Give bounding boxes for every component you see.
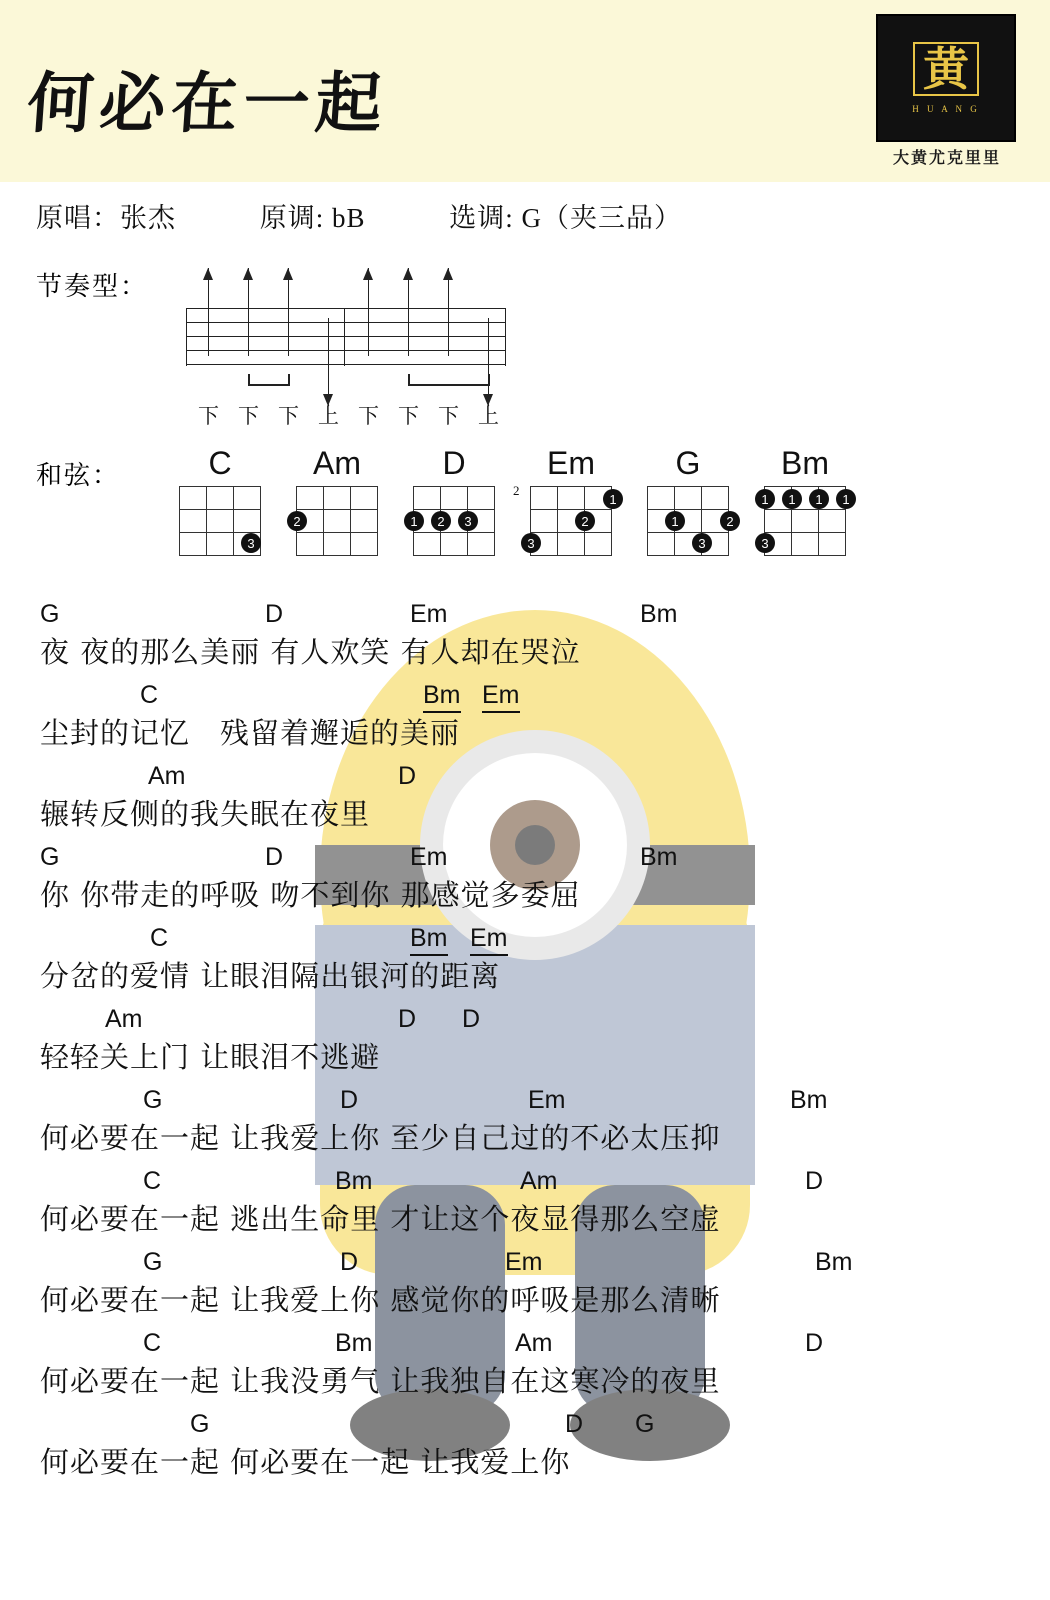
lyric-line (0, 1248, 1050, 1329)
chord-token: Am (515, 1329, 553, 1357)
song-meta (36, 196, 1016, 235)
chord-name: Em (547, 445, 595, 481)
lyric-line (0, 1329, 1050, 1410)
chord-token: Bm (335, 1329, 373, 1357)
chord-token: G (40, 600, 60, 628)
chord-row (0, 1167, 1050, 1199)
chord-token: D (805, 1329, 824, 1357)
lyric-text: 尘封的记忆 残留着邂逅的美丽 (40, 716, 461, 750)
chord-token: Am (148, 762, 186, 790)
chord-token: Em (482, 681, 520, 713)
chord-token: D (340, 1248, 359, 1276)
chord-token: Em (505, 1248, 543, 1276)
chord-name: C (208, 445, 232, 481)
logo-glyph: 黄 (913, 42, 979, 96)
strum-1: 下 (238, 404, 259, 428)
chords-label: 和弦： (36, 461, 121, 490)
chord-row (0, 1410, 1050, 1442)
lyrics-section (0, 600, 1050, 1491)
finger-dot-barre-2: 1 (782, 489, 802, 509)
fretboard-grid (761, 486, 850, 556)
chord-name: D (442, 445, 466, 481)
chord-token: Bm (640, 600, 678, 628)
chord-token: C (143, 1167, 162, 1195)
finger-dot-2: 2 (575, 511, 595, 531)
finger-dot-2: 2 (431, 511, 451, 531)
strum-2: 下 (278, 404, 299, 428)
chord-token: G (143, 1086, 163, 1114)
chord-token: Am (105, 1005, 143, 1033)
chord-row (0, 1086, 1050, 1118)
finger-dot-3: 3 (458, 511, 478, 531)
chord-token: G (190, 1410, 210, 1438)
lyric-text: 何必要在一起 让我没勇气 让我独自在这寒冷的夜里 (40, 1364, 721, 1398)
finger-dot-3: 3 (241, 533, 261, 553)
original-key: 原调: bB (259, 203, 366, 233)
strum-7: 上 (478, 404, 499, 428)
rhythm-label: 节奏型： (36, 272, 149, 301)
finger-dot-1: 1 (603, 489, 623, 509)
finger-dot-barre-3: 1 (809, 489, 829, 509)
lyric-text: 辗转反侧的我失眠在夜里 (40, 797, 371, 831)
chord-token: Em (410, 600, 448, 628)
chord-token: Bm (790, 1086, 828, 1114)
chord-diagram-am (287, 445, 387, 556)
chord-token: Bm (640, 843, 678, 871)
chord-diagram-em (513, 445, 621, 556)
strum-6: 下 (438, 404, 459, 428)
strum-5: 下 (398, 404, 419, 428)
chord-token: D (398, 1005, 417, 1033)
lyric-line (0, 924, 1050, 1005)
header-band (0, 0, 1050, 182)
chord-row (0, 681, 1050, 713)
lyric-line (0, 600, 1050, 681)
logo-caption: 大黄尤克里里 (892, 150, 1001, 167)
chord-token: G (143, 1248, 163, 1276)
finger-dot-3: 3 (755, 533, 775, 553)
lyric-text: 分岔的爱情 让眼泪隔出银河的距离 (40, 959, 501, 993)
chord-token: Am (520, 1167, 558, 1195)
chord-diagram-g (638, 445, 738, 556)
selected-key: 选调: G（夹三品） (449, 203, 683, 233)
strum-0: 下 (198, 404, 219, 428)
chord-token: Em (470, 924, 508, 956)
chord-token: Bm (410, 924, 448, 956)
fretboard-grid (179, 486, 261, 556)
lyric-text: 何必要在一起 逃出生命里 才让这个夜显得那么空虚 (40, 1202, 721, 1236)
lyric-line (0, 1167, 1050, 1248)
lyric-line (0, 1410, 1050, 1491)
chord-row (0, 1005, 1050, 1037)
fretboard-grid (513, 483, 617, 556)
chord-diagram-c (170, 445, 270, 556)
chord-row (0, 762, 1050, 794)
finger-dot-1: 1 (665, 511, 685, 531)
chord-token: Em (528, 1086, 566, 1114)
chord-token: C (140, 681, 159, 709)
lyric-line (0, 1005, 1050, 1086)
finger-dot-2: 2 (720, 511, 740, 531)
finger-dot-1: 1 (404, 511, 424, 531)
fretboard-grid (647, 486, 734, 556)
chord-name: G (675, 445, 701, 481)
original-singer: 原唱：张杰 (36, 203, 176, 233)
fretboard-grid (293, 486, 378, 556)
fretboard-grid (410, 486, 495, 556)
lyric-text: 你 你带走的呼吸 吻不到你 那感觉多委屈 (40, 878, 581, 912)
fret-number: 2 (513, 483, 520, 498)
lyric-text: 何必要在一起 让我爱上你 至少自己过的不必太压抑 (40, 1121, 721, 1155)
chord-token: Bm (815, 1248, 853, 1276)
rhythm-staff (186, 308, 506, 366)
strum-direction-labels (186, 400, 516, 430)
chord-diagram-d (404, 445, 504, 556)
lyric-line (0, 762, 1050, 843)
strum-4: 下 (358, 404, 379, 428)
chord-diagrams (170, 445, 870, 575)
chord-row (0, 924, 1050, 956)
chord-token: D (462, 1005, 481, 1033)
chord-token: Bm (423, 681, 461, 713)
chord-name: Am (313, 445, 361, 481)
chord-token: Em (410, 843, 448, 871)
finger-dot-barre-1: 1 (755, 489, 775, 509)
lyric-text: 夜 夜的那么美丽 有人欢笑 有人却在哭泣 (40, 635, 581, 669)
chord-token: D (398, 762, 417, 790)
chord-token: D (265, 600, 284, 628)
lyric-line (0, 843, 1050, 924)
finger-dot-2: 2 (287, 511, 307, 531)
page-title: 何必在一起 (24, 64, 391, 142)
chord-token: D (340, 1086, 359, 1114)
brand-logo (876, 14, 1016, 142)
chord-name: Bm (781, 445, 829, 481)
chord-row (0, 600, 1050, 632)
chord-token: Bm (335, 1167, 373, 1195)
chord-token: D (265, 843, 284, 871)
lyric-text: 何必要在一起 何必要在一起 让我爱上你 (40, 1445, 571, 1479)
chord-diagram-bm (755, 445, 855, 556)
chord-token: D (805, 1167, 824, 1195)
chord-token: D (565, 1410, 584, 1438)
chord-row (0, 843, 1050, 875)
finger-dot-3: 3 (692, 533, 712, 553)
chord-row (0, 1248, 1050, 1280)
strum-3: 上 (318, 404, 339, 428)
lyric-line (0, 681, 1050, 762)
lyric-line (0, 1086, 1050, 1167)
lyric-text: 何必要在一起 让我爱上你 感觉你的呼吸是那么清晰 (40, 1283, 721, 1317)
chord-token: G (635, 1410, 655, 1438)
logo-subtext: H U A N G (912, 104, 980, 114)
chord-token: C (150, 924, 169, 952)
lyric-text: 轻轻关上门 让眼泪不逃避 (40, 1040, 381, 1074)
chord-row (0, 1329, 1050, 1361)
finger-dot-3: 3 (521, 533, 541, 553)
chord-token: C (143, 1329, 162, 1357)
finger-dot-barre-4: 1 (836, 489, 856, 509)
chord-token: G (40, 843, 60, 871)
